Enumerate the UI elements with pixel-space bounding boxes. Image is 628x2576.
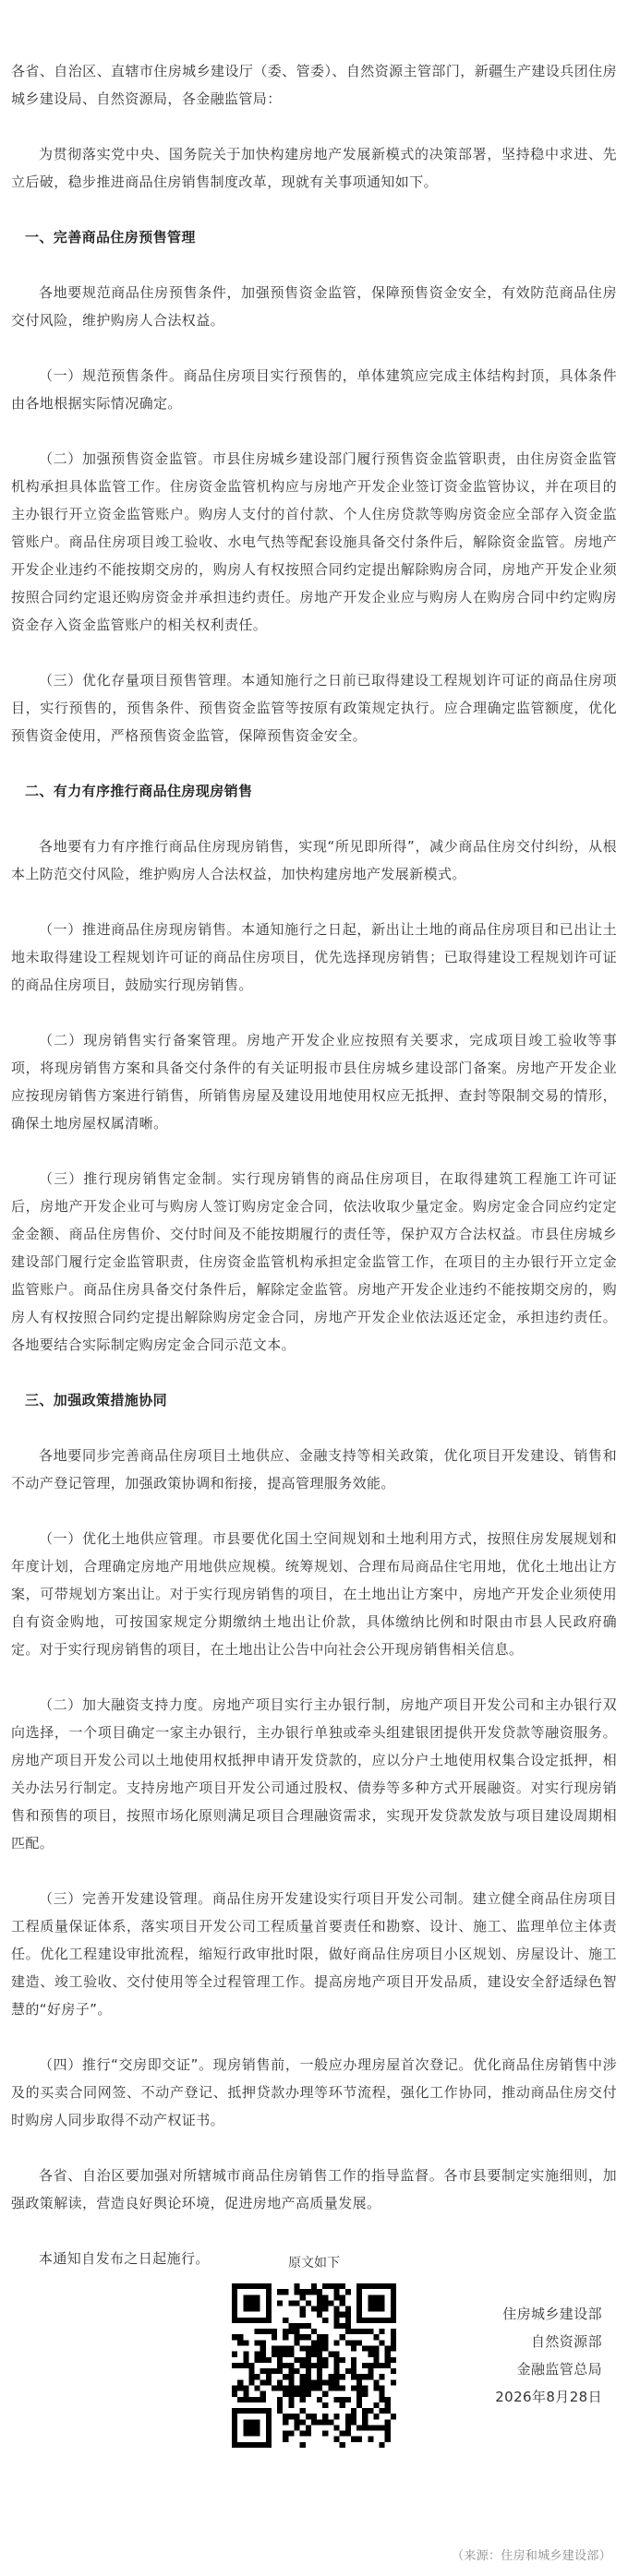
section-heading: 三、加强政策措施协同 bbox=[25, 1392, 168, 1408]
issue-date: 2026年8月28日 bbox=[495, 2389, 602, 2405]
body-paragraph: （一）优化土地供应管理。市县要优化国土空间规划和土地利用方式，按照住房发展规划和年度计划，合理确定房地产用地供应规模。统筹规划、合理布局商品住宅用地，优化土地出让方案，可带规划方案出让。对于实行现房销售的项目，在土地出让方案中，房地产开发企业须使用自有资金购地，可按国家规定分期缴纳土地出让价款，具体缴纳比例和时限由市县人民政府确定。对于实行现房销售的项目，在土地出让公告中向社会公开现房销售相关信息。 bbox=[11, 1530, 617, 1658]
body-paragraph: 各省、自治区、直辖市住房城乡建设厅（委、管委）、自然资源主管部门，新疆生产建设兵团住房城乡建设局、自然资源局，各金融监管局： bbox=[11, 63, 617, 107]
issuing-authority: 住房城乡建设部 bbox=[502, 2306, 602, 2322]
body-paragraph: 为贯彻落实党中央、国务院关于加快构建房地产发展新模式的决策部署，坚持稳中求进、先立后破，稳步推进商品住房销售制度改革，现就有关事项通知如下。 bbox=[11, 146, 617, 190]
body-paragraph: 各地要同步完善商品住房项目土地供应、金融支持等相关政策，优化项目开发建设、销售和不动产登记管理，加强政策协调和衔接，提高管理服务效能。 bbox=[11, 1447, 617, 1492]
body-paragraph: （四）推行“交房即交证”。现房销售前，一般应办理房屋首次登记。优化商品住房销售中涉及的买卖合同网签、不动产登记、抵押贷款办理等环节流程，强化工作协同，推动商品住房交付时购房人同步取得不动产权证书。 bbox=[11, 2056, 617, 2128]
qr-section bbox=[0, 2252, 628, 2448]
body-paragraph: （一）规范预售条件。商品住房项目实行预售的，单体建筑应完成主体结构封顶，具体条件由各地根据实际情况确定。 bbox=[11, 367, 617, 412]
qr-code-image[interactable] bbox=[232, 2283, 396, 2448]
qr-caption: 原文如下 bbox=[288, 2256, 340, 2270]
body-paragraph: （三）推行现房销售定金制。实行现房销售的商品住房项目，在取得建筑工程施工许可证后，房地产开发企业可与购房人签订购房定金合同，依法收取少量定金。购房定金合同应约定定金金额、商品住房售价、交付时间及不能按期履行的责任等，保护双方合法权益。市县住房城乡建设部门履行定金监管职责，住房资金监管机构承担定金监管工作，在项目的主办银行开立定金监管账户。商品住房具备交付条件后，解除定金监管。房地产开发企业违约不能按期交房的，购房人有权按照合同约定提出解除购房定金合同，房地产开发企业依法返还定金，承担违约责任。各地要结合实际制定购房定金合同示范文本。 bbox=[11, 1170, 617, 1353]
body-paragraph: 各省、自治区要加强对所辖城市商品住房销售工作的指导监督。各市县要制定实施细则，加强政策解读，营造良好舆论环境，促进房地产高质量发展。 bbox=[11, 2167, 617, 2211]
body-paragraph: 各地要规范商品住房预售条件，加强预售资金监管，保障预售资金安全，有效防范商品住房交付风险，维护购房人合法权益。 bbox=[11, 284, 617, 329]
body-paragraph: 各地要有力有序推行商品住房现房销售，实现“所见即所得”，减少商品住房交付纠纷，从根本上防范交付风险，维护购房人合法权益，加快构建房地产发展新模式。 bbox=[11, 838, 617, 882]
issuing-authority: 自然资源部 bbox=[530, 2333, 602, 2350]
section-heading: 一、完善商品住房预售管理 bbox=[25, 229, 196, 246]
issuing-authority: 金融监管总局 bbox=[516, 2361, 602, 2378]
body-paragraph: （二）现房销售实行备案管理。房地产开发企业应按照有关要求，完成项目竣工验收等事项，将现房销售方案和具备交付条件的有关证明报市县住房城乡建设部门备案。房地产开发企业应按现房销售方案进行销售，所销售房屋及建设用地使用权应无抵押、查封等限制交易的情形，确保土地房屋权属清晰。 bbox=[11, 1032, 617, 1132]
body-paragraph: （一）推进商品住房现房销售。本通知施行之日起，新出让土地的商品住房项目和已出让土地未取得建设工程规划许可证的商品住房项目，优先选择现房销售；已取得建设工程规划许可证的商品住房项目，鼓励实行现房销售。 bbox=[11, 921, 617, 993]
body-paragraph: （二）加大融资支持力度。房地产项目实行主办银行制，房地产项目开发公司和主办银行双向选择，一个项目确定一家主办银行，主办银行单独或牵头组建银团提供开发贷款等融资服务。房地产项目开发公司以土地使用权抵押申请开发贷款的，应以分户土地使用权集合设定抵押，相关办法另行制定。支持房地产项目开发公司通过股权、债券等多种方式开展融资。对实行现房销售和预售的项目，按照市场化原则满足项目合理融资需求，实现开发贷款发放与项目建设周期相匹配。 bbox=[11, 1696, 617, 1851]
source-note: （来源：住房和城乡建设部） bbox=[452, 2549, 611, 2563]
body-paragraph: （三）完善开发建设管理。商品住房开发建设实行项目开发公司制。建立健全商品住房项目工程质量保证体系，落实项目开发公司工程质量首要责任和勘察、设计、施工、监理单位主体责任。优化工程建设审批流程，缩短行政审批时限，做好商品住房项目小区规划、房屋设计、施工建造、竣工验收、交付使用等全过程管理工作。提高房地产项目开发品质，建设安全舒适绿色智慧的“好房子”。 bbox=[11, 1890, 617, 2018]
section-heading: 二、有力有序推行商品住房现房销售 bbox=[25, 783, 253, 799]
body-paragraph: 本通知自发布之日起施行。 bbox=[39, 2250, 210, 2267]
document-body bbox=[11, 57, 617, 2411]
body-paragraph: （三）优化存量项目预售管理。本通知施行之日前已取得建设工程规划许可证的商品住房项目，实行预售的，预售条件、预售资金监管等按原有政策规定执行。应合理确定监管额度，优化预售资金使用，严格预售资金监管，保障预售资金安全。 bbox=[11, 672, 617, 744]
body-paragraph: （二）加强预售资金监管。市县住房城乡建设部门履行预售资金监管职责，由住房资金监管机构承担具体监管工作。住房资金监管机构应与房地产开发企业签订资金监管协议，并在项目的主办银行开立资金监管账户。购房人支付的首付款、个人住房贷款等购房资金应全部存入资金监管账户。商品住房项目竣工验收、水电气热等配套设施具备交付条件后，解除资金监管。房地产开发企业违约不能按期交房的，购房人有权按照合同约定提出解除购房合同，房地产开发企业须按照合同约定退还购房资金并承担违约责任。房地产开发企业应与购房人在购房合同中约定购房资金存入资金监管账户的相关权利责任。 bbox=[11, 450, 617, 633]
